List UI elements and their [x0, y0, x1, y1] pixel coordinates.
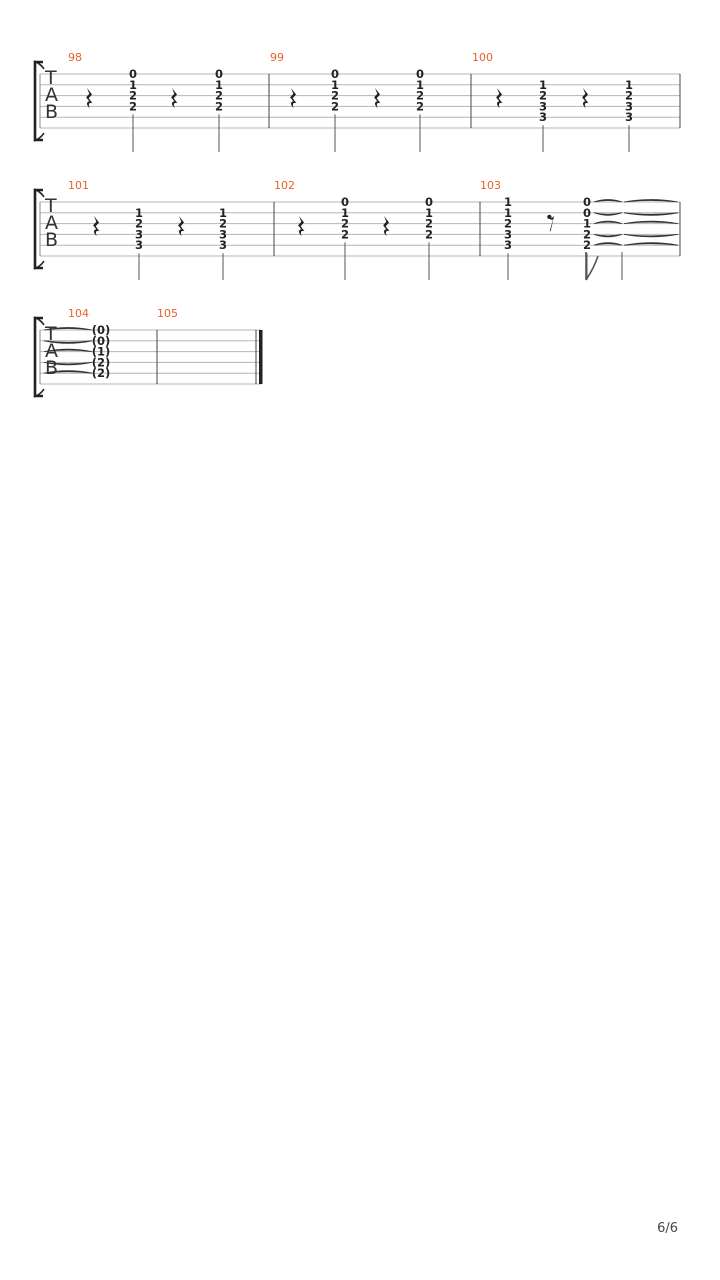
fret-number: 2	[214, 99, 224, 114]
fret-number: 3	[503, 238, 513, 253]
fret-number: 1	[582, 216, 592, 231]
fret-number: 3	[538, 99, 548, 114]
quarter-rest	[93, 216, 99, 236]
fret-number: 3	[503, 227, 513, 242]
fret-number: 2	[582, 227, 592, 242]
fret-number: 3	[538, 110, 548, 125]
fret-number: 1	[218, 205, 228, 220]
fret-number: 2	[340, 227, 350, 242]
fret-number: 3	[624, 99, 634, 114]
tab-clef-letter: T	[45, 67, 57, 89]
fret-number: 2	[340, 216, 350, 231]
fret-number: 0	[128, 67, 138, 81]
system-bracket	[34, 61, 44, 141]
fret-number: 1	[214, 77, 224, 92]
fret-number: 3	[134, 227, 144, 242]
fret-number: 2	[538, 88, 548, 103]
fret-number: (2)	[91, 355, 111, 370]
fret-number: 2	[503, 216, 513, 231]
quarter-rest	[383, 216, 389, 236]
tab-clef-letter: T	[45, 323, 57, 345]
fret-number: 0	[214, 67, 224, 81]
quarter-rest	[582, 88, 588, 108]
fret-number: 2	[134, 216, 144, 231]
fret-number: 1	[503, 205, 513, 220]
quarter-rest	[86, 88, 92, 108]
fret-number: (2)	[91, 366, 111, 381]
fret-number: 0	[582, 195, 592, 209]
fret-number: 0	[330, 67, 340, 81]
tab-clef-letter: B	[45, 101, 59, 123]
fret-number: 0	[424, 195, 434, 209]
quarter-rest	[496, 88, 502, 108]
quarter-rest	[290, 88, 296, 108]
tab-clef-letter: B	[45, 357, 59, 379]
eighth-rest	[547, 215, 554, 231]
fret-number: 2	[128, 88, 138, 103]
fret-number: 2	[218, 216, 228, 231]
fret-number: 2	[214, 88, 224, 103]
tab-clef-letter: A	[45, 84, 58, 106]
fret-number: 0	[415, 67, 425, 81]
fret-number: 2	[424, 216, 434, 231]
fret-number: 2	[415, 88, 425, 103]
quarter-rest	[298, 216, 304, 236]
fret-number: 1	[330, 77, 340, 92]
measure-number: 102	[274, 179, 295, 192]
final-thick-barline	[259, 330, 263, 384]
measure-number: 101	[68, 179, 89, 192]
measure-number: 103	[480, 179, 501, 192]
fret-number: 0	[582, 205, 592, 220]
tab-clef-letter: A	[45, 340, 58, 362]
fret-number: 2	[582, 238, 592, 253]
fret-number: 0	[340, 195, 350, 209]
fret-number: 2	[330, 88, 340, 103]
fret-number: 2	[424, 227, 434, 242]
fret-number: 1	[503, 195, 513, 209]
fret-number: 3	[134, 238, 144, 253]
quarter-rest	[171, 88, 177, 108]
fret-number: 1	[340, 205, 350, 220]
measure-number: 98	[68, 51, 82, 64]
measure-number: 105	[157, 307, 178, 320]
fret-number: 1	[624, 77, 634, 92]
tab-clef-letter: A	[45, 212, 58, 234]
quarter-rest	[178, 216, 184, 236]
page-number: 6/6	[657, 1221, 678, 1236]
system-bracket	[34, 317, 44, 397]
quarter-rest	[374, 88, 380, 108]
measure-number: 99	[270, 51, 284, 64]
fret-number: 3	[624, 110, 634, 125]
fret-number: (0)	[91, 323, 111, 337]
measure-number: 104	[68, 307, 89, 320]
fret-number: 2	[415, 99, 425, 114]
fret-number: 1	[424, 205, 434, 220]
fret-number: (0)	[91, 333, 111, 348]
fret-number: 2	[128, 99, 138, 114]
fret-number: 1	[128, 77, 138, 92]
tab-clef-letter: B	[45, 229, 59, 251]
fret-number: 2	[624, 88, 634, 103]
fret-number: 3	[218, 227, 228, 242]
tab-clef-letter: T	[45, 195, 57, 217]
measure-number: 100	[472, 51, 493, 64]
fret-number: 2	[330, 99, 340, 114]
fret-number: 1	[538, 77, 548, 92]
fret-number: 1	[415, 77, 425, 92]
fret-number: 1	[134, 205, 144, 220]
system-bracket	[34, 189, 44, 269]
fret-number: (1)	[91, 344, 111, 359]
fret-number: 3	[218, 238, 228, 253]
